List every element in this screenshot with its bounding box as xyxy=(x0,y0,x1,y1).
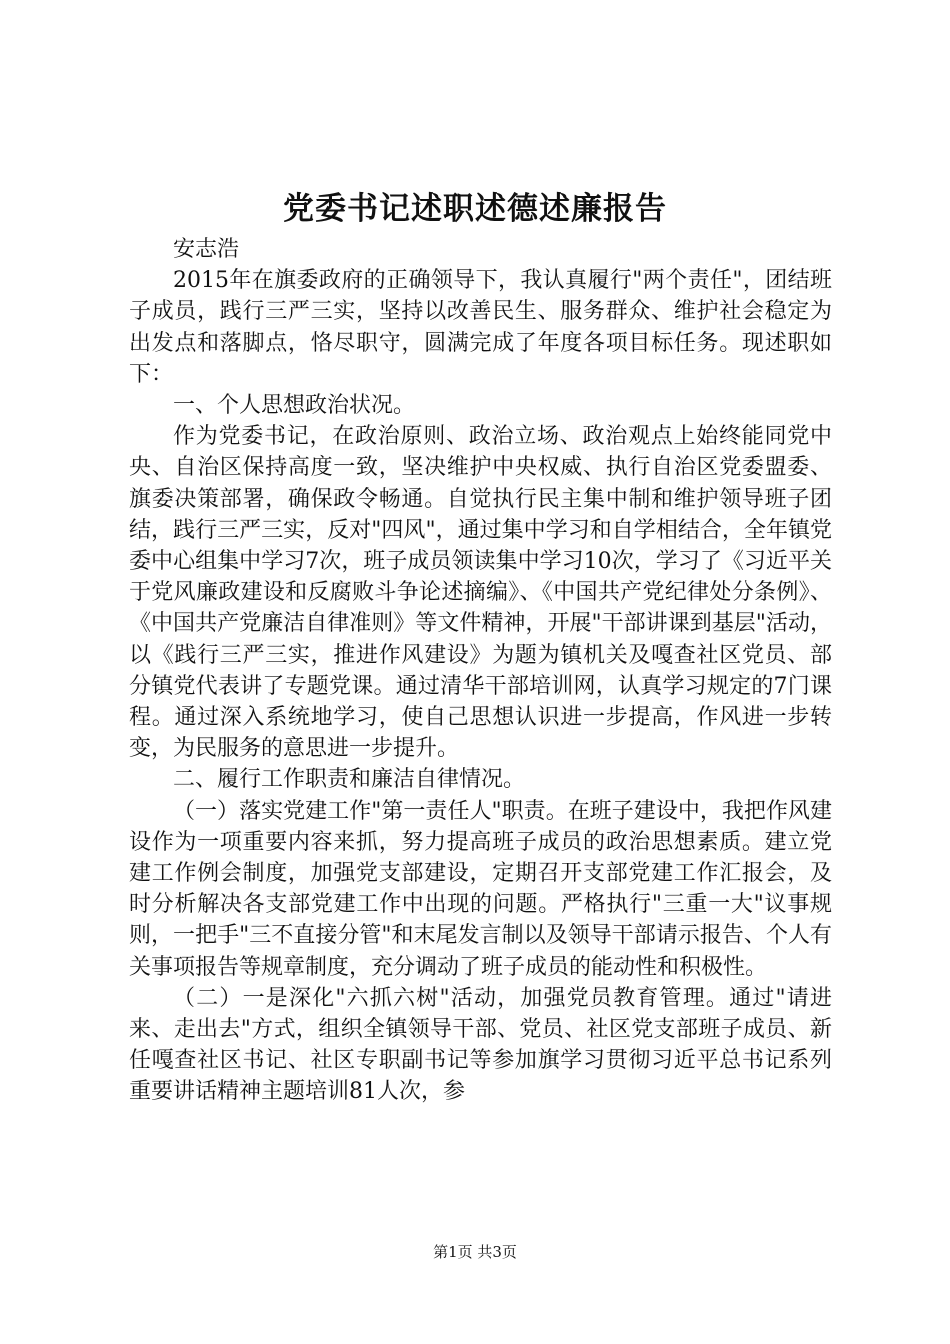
section-heading-1: 一、个人思想政治状况。 xyxy=(173,393,416,419)
page-footer: 第1页 共3页 xyxy=(433,1243,517,1261)
paragraph-section-1: 作为党委书记，在政治原则、政治立场、政治观点上始终能同党中央、自治区保持高度一致，坚决维护中央权威、执行自治区党委盟委、旗委决策部署，确保政令畅通。自觉执行民主集中制和维护领导班子团结，践行三严三实，反对"四风"，通过集中学习和自学相结合，全年镇党委中心组集中学习7次，班子成员领读集中学习10次，学习了《习近平关于党风廉政建设和反腐败斗争论述摘编》、《中国共产党纪律处分条例》、《中国共产党廉洁自律准则》等文件精神，开展"干部讲课到基层"活动，以《践行三严三实，推进作风建设》为题为镇机关及嘎查社区党员、部分镇党代表讲了专题党课。通过清华干部培训网，认真学习规定的7门课程。通过深入系统地学习，使自己思想认识进一步提高，作风进一步转变，为民服务的意思进一步提升。 xyxy=(129,424,832,762)
author-line: 安志浩 xyxy=(173,237,240,262)
document-body xyxy=(129,234,832,1108)
document-title: 党委书记述职述德述廉报告 xyxy=(283,191,667,227)
paragraph-subsection-1: （一）落实党建工作"第一责任人"职责。在班子建设中，我把作风建设作为一项重要内容来抓，努力提高班子成员的政治思想素质。建立党建工作例会制度，加强党支部建设，定期召开支部党建工作汇报会，及时分析解决各支部党建工作中出现的问题。严格执行"三重一大"议事规则，一把手"三不直接分管"和末尾发言制以及领导干部请示报告、个人有关事项报告等规章制度，充分调动了班子成员的能动性和积极性。 xyxy=(129,798,832,980)
section-heading-2: 二、履行工作职责和廉洁自律情况。 xyxy=(173,767,526,793)
paragraph-intro: 2015年在旗委政府的正确领导下，我认真履行"两个责任"，团结班子成员，践行三严三实，坚持以改善民生、服务群众、维护社会稳定为出发点和落脚点，恪尽职守，圆满完成了年度各项目标任务。现述职如下： xyxy=(129,268,832,387)
paragraph-subsection-2: （二）一是深化"六抓六树"活动，加强党员教育管理。通过"请进来、走出去"方式，组织全镇领导干部、党员、社区党支部班子成员、新任嘎查社区书记、社区专职副书记等参加旗学习贯彻习近平总书记系列重要讲话精神主题培训81人次，参 xyxy=(129,985,832,1105)
